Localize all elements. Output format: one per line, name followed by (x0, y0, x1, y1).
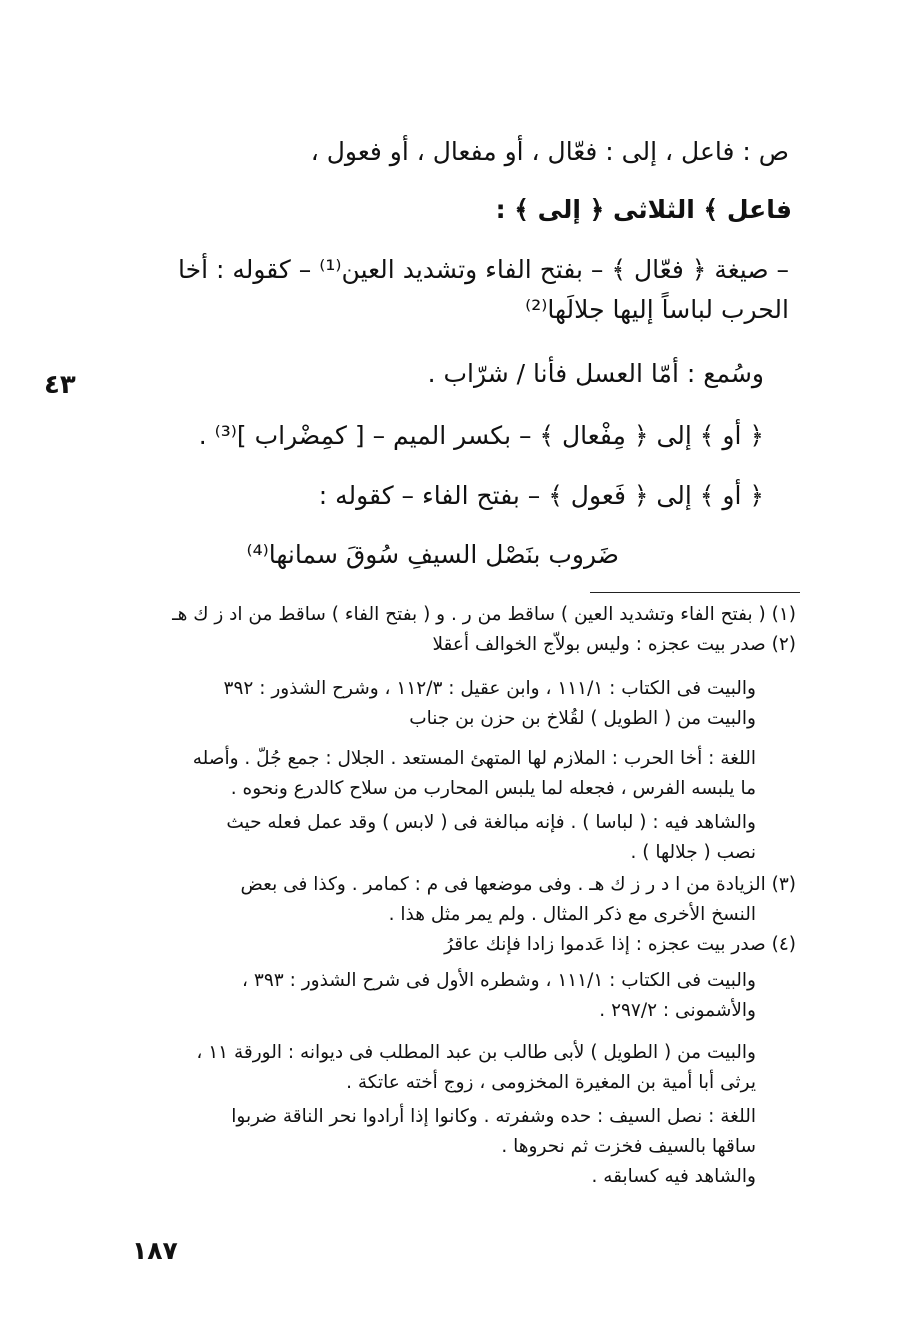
main-line-3: – صيغة ﴿ فعّال ﴾ – بفتح الفاء وتشديد العين⁽¹⁾ – كقوله : أخا (178, 255, 789, 284)
footnote-line-14: والبيت من ( الطويل ) لأبى طالب بن عبد المطلب فى ديوانه : الورقة ١١ ، (196, 1042, 756, 1063)
footnote-line-17: ساقها بالسيف فخزت ثم نحروها . (501, 1136, 756, 1157)
footnote-line-13: والأشمونى : ٢٩٧/٢ . (599, 1000, 756, 1021)
footnote-line-4: والبيت من ( الطويل ) لقُلاخ بن حزن بن جناب (409, 708, 756, 729)
footnote-line-7: والشاهد فيه : ( لباسا ) . فإنه مبالغة فى ( لابس ) وقد عمل فعله حيث (226, 812, 756, 833)
main-line-1: ص : فاعل ، إلى : فعّال ، أو مفعال ، أو فعول ، (310, 137, 789, 166)
footnote-line-5: اللغة : أخا الحرب : الملازم لها المتهئ المستعد . الجلال : جمع جُلّ . وأصله (192, 748, 756, 769)
footnote-line-18: والشاهد فيه كسابقه . (591, 1166, 756, 1187)
footnote-line-6: ما يلبسه الفرس ، فجعله لما يلبس المحارب من سلاح كالدرع ونحوه . (230, 778, 756, 799)
footnote-line-11: (٤) صدر بيت عجزه : إذا عَدموا زادا فإنك عاقرُ (444, 934, 796, 955)
main-line-6: ﴿ أو ﴾ إلى ﴿ مِفْعال ﴾ – بكسر الميم – [ كمِضْراب ]⁽³⁾ . (198, 421, 764, 450)
verse-line: ضَروب بنَصْل السيفِ سُوقَ سمانها⁽⁴⁾ (246, 540, 619, 569)
footnote-line-8: نصب ( جلالها ) . (630, 842, 756, 863)
footnote-line-15: يرثى أبا أمية بن المغيرة المخزومى ، زوج أخته عاتكة . (346, 1072, 756, 1093)
footnote-line-3: والبيت فى الكتاب : ١١١/١ ، وابن عقيل : ١١٢/٣ ، وشرح الشذور : ٣٩٢ (223, 678, 756, 699)
footnote-line-1: (١) ( بفتح الفاء وتشديد العين ) ساقط من ر . و ( بفتح الفاء ) ساقط من اد ز ك هـ (172, 604, 796, 625)
footnote-line-12: والبيت فى الكتاب : ١١١/١ ، وشطره الأول فى شرح الشذور : ٣٩٣ ، (242, 970, 756, 991)
footnote-separator (590, 592, 800, 593)
main-line-2: فاعل ﴾ الثلاثى ﴿ إلى ﴾ : (495, 195, 792, 224)
margin-number: ٤٣ (44, 370, 76, 400)
footnote-line-10: النسخ الأخرى مع ذكر المثال . ولم يمر مثل هذا . (388, 904, 756, 925)
footnote-line-16: اللغة : نصل السيف : حده وشفرته . وكانوا إذا أرادوا نحر الناقة ضربوا (231, 1106, 756, 1127)
footnote-line-2: (٢) صدر بيت عجزه : وليس بولاّج الخوالف أعقلا (432, 634, 796, 655)
main-line-5: وسُمع : أمّا العسل فأنا / شرّاب . (427, 359, 764, 388)
main-line-4: الحرب لباساً إليها جلالَها⁽²⁾ (525, 295, 789, 324)
page-number: ١٨٧ (132, 1236, 178, 1265)
main-line-7: ﴿ أو ﴾ إلى ﴿ فَعول ﴾ – بفتح الفاء – كقوله : (318, 481, 764, 510)
footnote-line-9: (٣) الزيادة من ا د ر ز ك هـ . وفى موضعها فى م : كمامر . وكذا فى بعض (240, 874, 796, 895)
